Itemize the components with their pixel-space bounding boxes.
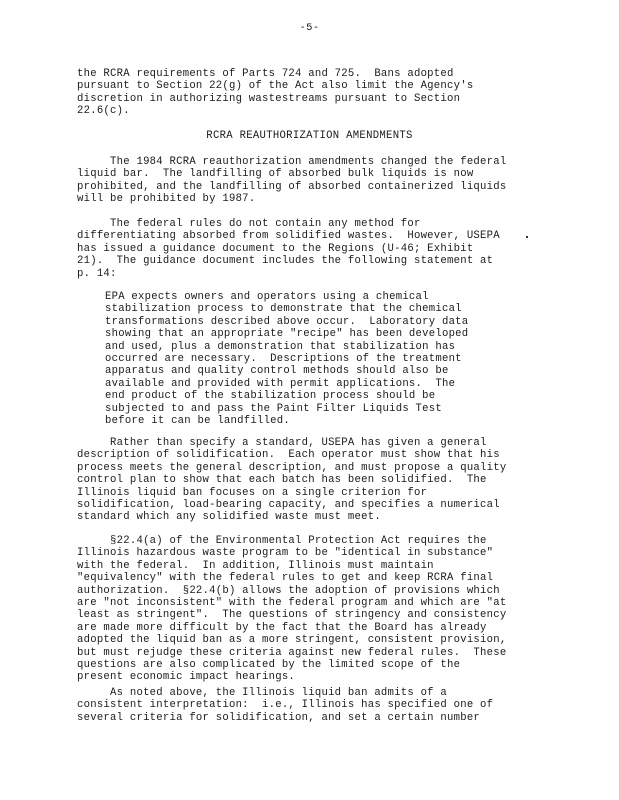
paragraph-liquid-ban: As noted above, the Illinois liquid ban admits of a consistent interpretation: i.e., Illinois has specified one of several criteria for solidification, and set a certain number [77, 687, 494, 724]
paragraph-rcra-requirements: the RCRA requirements of Parts 724 and 725. Bans adopted pursuant to Section 22(g) of the Act also limit the Agency's discretion in authorizing wastestreams pursuant to Section 22.6(c). [77, 68, 474, 118]
block-quote: EPA expects owners and operators using a chemical stabilization process to demonstrate that the chemical transformations described above occur. Laboratory data showing that an appropriate "recipe" has been developed and used, plus a demonstration that stabilization has occurred are necessary. Descriptions of the treatment apparatus and quality control methods should also be available and provided with permit applications. The end product of the stabilization process should be subjected to and pass the Paint Filter Liquids Test before it can be landfilled. [105, 291, 469, 428]
paragraph-federal-rules: The federal rules do not contain any method for differentiating absorbed from solidified wastes. However, USEPA has issued a guidance document to the Regions (U-46; Exhibit 21). The guidance document includes the following statement at p. 14: [77, 218, 500, 280]
section-heading: RCRA REAUTHORIZATION AMENDMENTS [206, 130, 413, 142]
paragraph-reauthorization: The 1984 RCRA reauthorization amendments changed the federal liquid bar. The landfilling of absorbed bulk liquids is now prohibited, and the landfilling of absorbed containerized liquids will be prohibited by 1987. [77, 156, 507, 206]
paragraph-environmental-act: §22.4(a) of the Environmental Protection Act requires the Illinois hazardous waste program to be "identical in substance" with the federal. In addition, Illinois must maintain "equivalency" with the federal rules to get and keep RCRA final authorization. §22.4(b) allows the adoption of provisions which are "not inconsistent" with the federal program and which are "at least as stringent". The questions of stringency and consistency are made more difficult by the fact that the Board has already adopted the liquid ban as a more stringent, consistent provision, but must rejudge these criteria against new federal rules. These questions are also complicated by the limited scope of the present economic impact hearings. [77, 535, 507, 684]
page-number: -5- [299, 22, 320, 34]
paragraph-solidification: Rather than specify a standard, USEPA has given a general description of solidification. Each operator must show that his process meets the general description, and must propose a quality control plan to show that each batch has been solidified. The Illinois liquid ban focuses on a single criterion for solidification, load-bearing capacity, and specifies a numerical standard which any solidified waste must meet. [77, 437, 507, 524]
